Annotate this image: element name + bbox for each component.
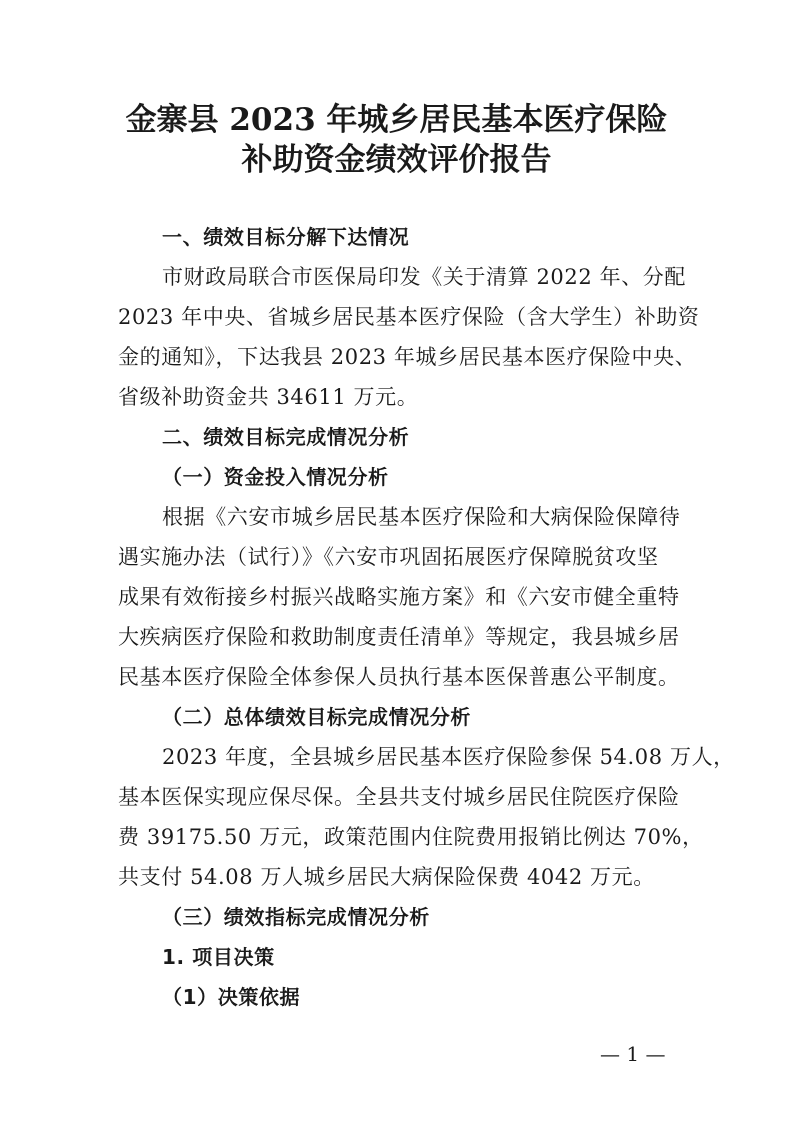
paragraph-3-line-4: 共支付 54.08 万人城乡居民大病保险保费 4042 万元。 <box>118 865 655 889</box>
paragraph-1-line-2: 2023 年中央、省城乡居民基本医疗保险（含大学生）补助资 <box>118 305 700 329</box>
paragraph-2-line-2: 遇实施办法（试行）》《六安市巩固拓展医疗保障脱贫攻坚 <box>118 545 659 569</box>
paragraph-3-line-3: 费 39175.50 万元，政策范围内住院费用报销比例达 70%， <box>118 825 704 849</box>
heading-2: 二、绩效目标完成情况分析 <box>162 425 410 449</box>
paragraph-2-line-4: 大疾病医疗保险和救助制度责任清单》等规定，我县城乡居 <box>118 625 680 649</box>
paragraph-2-line-3: 成果有效衔接乡村振兴战略实施方案》和《六安市健全重特 <box>118 585 680 609</box>
heading-1: 一、绩效目标分解下达情况 <box>162 225 410 249</box>
paragraph-2-line-1: 根据《六安市城乡居民基本医疗保险和大病保险保障待 <box>162 505 681 529</box>
subheading-2: （二）总体绩效目标完成情况分析 <box>162 705 471 729</box>
subheading-3: （三）绩效指标完成情况分析 <box>162 905 430 929</box>
document-title-line-1: 金寨县 2023 年城乡居民基本医疗保险 <box>125 102 668 138</box>
subheading-1: （一）资金投入情况分析 <box>162 465 389 489</box>
paragraph-1-line-4: 省级补助资金共 34611 万元。 <box>118 385 419 409</box>
page-number: — 1 — <box>600 1042 666 1066</box>
list-item-project-decision: 1. 项目决策 <box>162 945 275 969</box>
list-item-decision-basis: （1）决策依据 <box>162 985 301 1009</box>
paragraph-1-line-3: 金的通知》，下达我县 2023 年城乡居民基本医疗保险中央、 <box>118 345 697 369</box>
paragraph-1-line-1: 市财政局联合市医保局印发《关于清算 2022 年、分配 <box>162 265 686 289</box>
paragraph-2-line-5: 民基本医疗保险全体参保人员执行基本医保普惠公平制度。 <box>118 665 680 689</box>
paragraph-3-line-2: 基本医保实现应保尽保。全县共支付城乡居民住院医疗保险 <box>118 785 680 809</box>
paragraph-3-line-1: 2023 年度，全县城乡居民基本医疗保险参保 54.08 万人， <box>162 745 735 769</box>
document-title-line-2: 补助资金绩效评价报告 <box>241 142 552 178</box>
